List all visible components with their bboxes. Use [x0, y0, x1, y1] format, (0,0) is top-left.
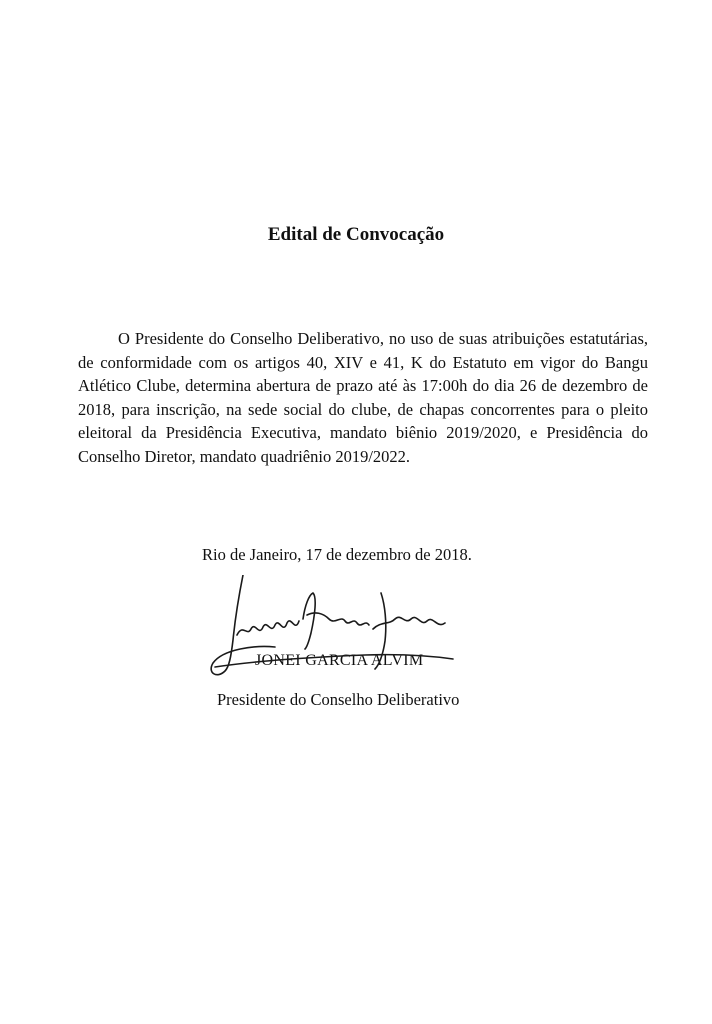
document-title: Edital de Convocação	[267, 224, 445, 245]
signer-name: JONEI GARCIA ALVIM	[255, 652, 424, 669]
signer-role: Presidente do Conselho Deliberativo	[217, 690, 460, 709]
place-date: Rio de Janeiro, 17 de dezembro de 2018.	[202, 545, 472, 564]
body-paragraph: O Presidente do Conselho Deliberativo, no uso de suas atribuições estatutárias, de conformidade com os artigos 40, XIV e 41, K do Estatuto em vigor do Bangu Atlético Clube, determina abertura de prazo até às 17:00h do dia 26 de dezembro de 2018, para inscrição, na sede social do clube, de chapas concorrentes para o pleito eleitoral da Presidência Executiva, mandato biênio 2019/2020, e Presidência do Conselho Diretor, mandato quadriênio 2019/2022.	[78, 329, 648, 466]
